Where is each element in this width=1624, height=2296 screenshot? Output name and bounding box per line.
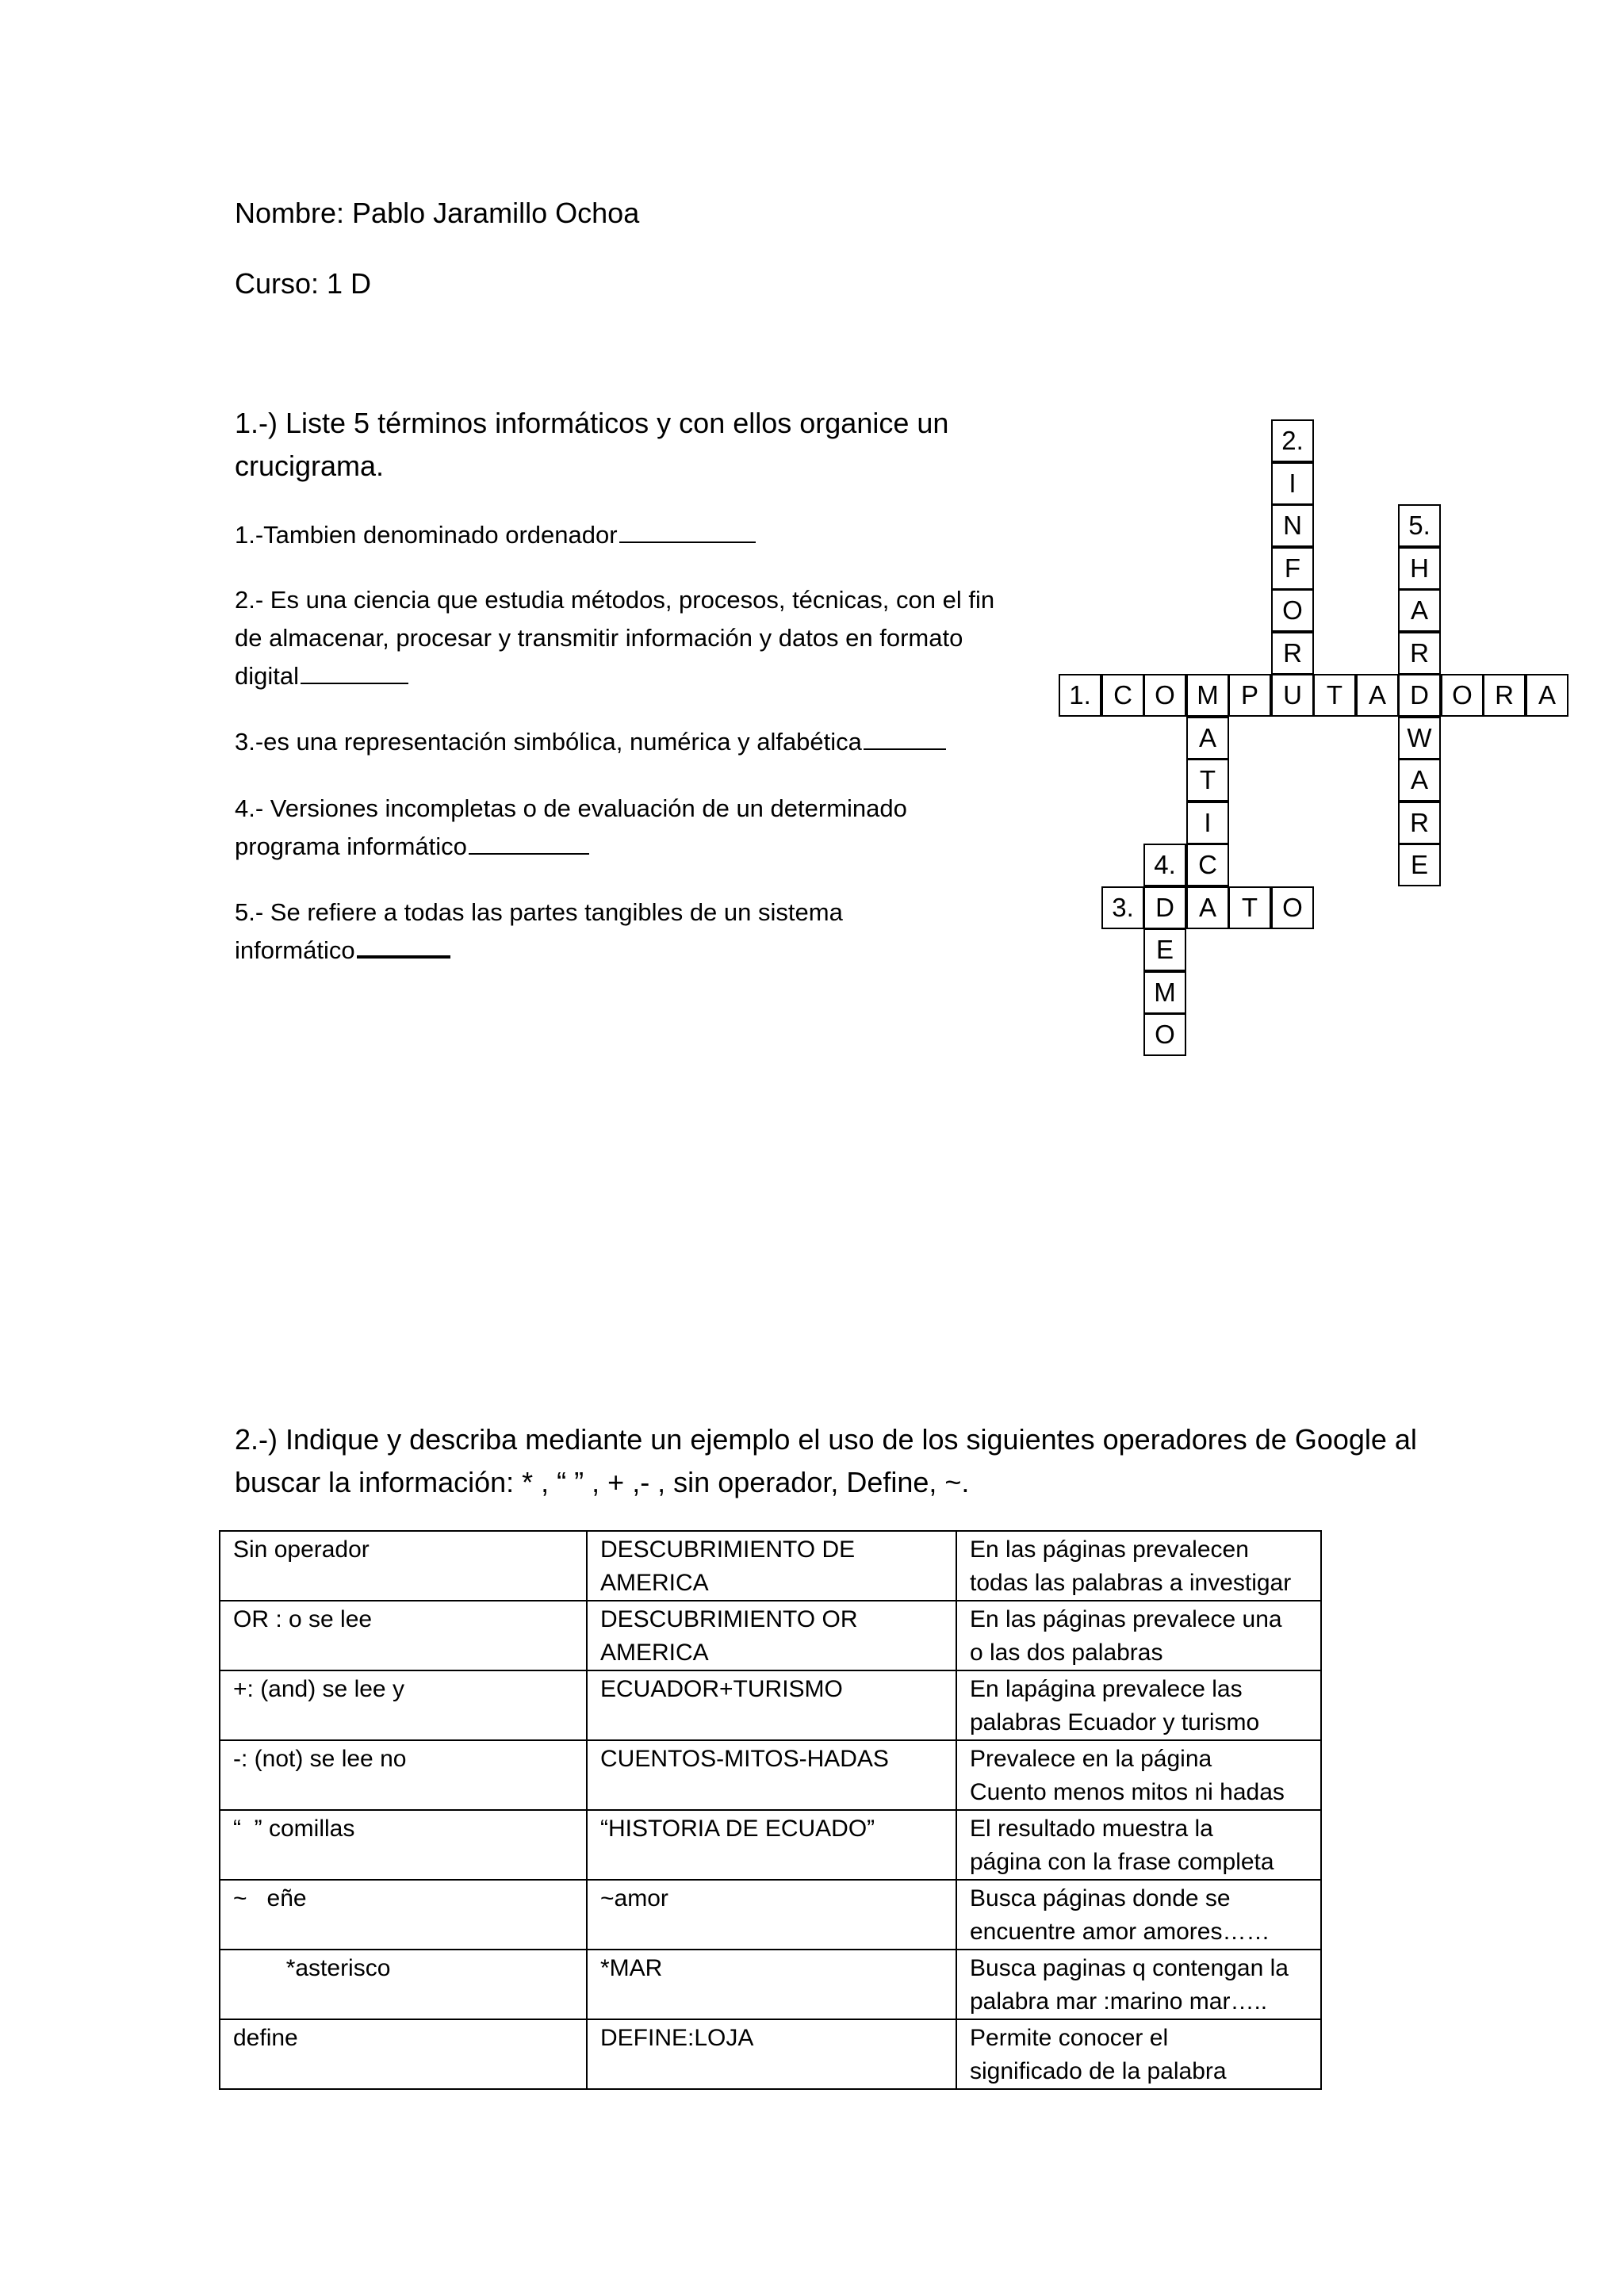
crossword-cell: A xyxy=(1398,589,1441,632)
table-row xyxy=(220,1880,1321,1950)
clue-5-line1: 5.- Se refiere a todas las partes tangibles de un sistema xyxy=(235,898,843,926)
operator-cell-text: +: (and) se lee y xyxy=(233,1676,404,1702)
example-cell xyxy=(587,1531,956,1601)
description-cell-text: En lapágina prevalece las palabras Ecuador y turismo xyxy=(970,1676,1260,1735)
description-cell xyxy=(956,1740,1321,1810)
operator-cell-text: ~ eñe xyxy=(233,1885,307,1911)
table-row xyxy=(220,1810,1321,1880)
student-name: Nombre: Pablo Jaramillo Ochoa xyxy=(235,197,640,229)
answer-blank xyxy=(469,851,589,855)
description-cell-text: Permite conocer el significado de la palabra xyxy=(970,2025,1227,2084)
operator-cell-text: OR : o se lee xyxy=(233,1606,373,1632)
clue-2-line2: de almacenar, procesar y transmitir información y datos en formato xyxy=(235,624,963,652)
crossword-cell: A xyxy=(1186,717,1229,760)
example-cell-text: DESCUBRIMIENTO DE AMERICA xyxy=(600,1536,856,1596)
clue-3 xyxy=(235,723,946,761)
example-cell-text: *MAR xyxy=(600,1955,663,1981)
crossword-cell: O xyxy=(1143,674,1186,717)
crossword-cell: 4. xyxy=(1143,844,1186,886)
clue-1-text: 1.-Tambien denominado ordenador xyxy=(235,521,618,549)
operator-cell xyxy=(220,1810,587,1880)
crossword-cell: 1. xyxy=(1059,674,1101,717)
crossword-cell: R xyxy=(1483,674,1526,717)
crossword-cell: U xyxy=(1271,674,1314,717)
clue-4-line2-text: programa informático xyxy=(235,832,467,860)
table-row xyxy=(220,1601,1321,1670)
description-cell xyxy=(956,1950,1321,2019)
description-cell-text: Busca páginas donde se encuentre amor amores…… xyxy=(970,1885,1270,1945)
description-cell-text: Prevalece en la página Cuento menos mitos ni hadas xyxy=(970,1746,1285,1805)
description-cell-text: En las páginas prevalece una o las dos palabras xyxy=(970,1606,1282,1666)
example-cell xyxy=(587,1740,956,1810)
description-cell-text: En las páginas prevalecen todas las palabras a investigar xyxy=(970,1536,1292,1596)
example-cell-text: DESCUBRIMIENTO OR AMERICA xyxy=(600,1606,858,1666)
crossword-cell: M xyxy=(1186,674,1229,717)
example-cell-text: DEFINE:LOJA xyxy=(600,2025,754,2051)
crossword-cell: 2. xyxy=(1271,419,1314,462)
crossword-cell: T xyxy=(1228,886,1271,929)
course-line: Curso: 1 D xyxy=(235,267,372,300)
operator-cell xyxy=(220,1531,587,1601)
example-cell xyxy=(587,1950,956,2019)
operator-cell-text: define xyxy=(233,2025,298,2051)
table-row xyxy=(220,1740,1321,1810)
clue-1 xyxy=(235,516,756,554)
clue-5-line2 xyxy=(235,932,450,970)
operator-cell xyxy=(220,2019,587,2089)
operator-cell xyxy=(220,1880,587,1950)
crossword-cell: A xyxy=(1356,674,1399,717)
clue-3-text: 3.-es una representación simbólica, numérica y alfabética xyxy=(235,728,862,756)
crossword-cell: R xyxy=(1271,632,1314,675)
clue-4-line1: 4.- Versiones incompletas o de evaluación de un determinado xyxy=(235,794,907,822)
operator-cell xyxy=(220,1670,587,1740)
example-cell-text: CUENTOS-MITOS-HADAS xyxy=(600,1746,889,1772)
operator-cell xyxy=(220,1601,587,1670)
crossword-cell: O xyxy=(1271,886,1314,929)
description-cell xyxy=(956,1670,1321,1740)
description-cell xyxy=(956,2019,1321,2089)
crossword-cell: T xyxy=(1186,759,1229,802)
crossword-cell: E xyxy=(1143,928,1186,971)
example-cell-text: “HISTORIA DE ECUADO” xyxy=(600,1816,875,1842)
example-cell xyxy=(587,1670,956,1740)
operators-table xyxy=(219,1530,1322,2090)
answer-blank xyxy=(619,540,756,543)
example-cell-text: ~amor xyxy=(600,1885,668,1911)
crossword-cell: E xyxy=(1398,844,1441,886)
clue-2-line3 xyxy=(235,657,408,695)
crossword-cell: R xyxy=(1398,632,1441,675)
crossword-cell: C xyxy=(1186,844,1229,886)
clue-2-line1: 2.- Es una ciencia que estudia métodos, procesos, técnicas, con el fin xyxy=(235,586,995,614)
operator-cell-text: *asterisco xyxy=(233,1955,391,1981)
crossword-cell: M xyxy=(1143,971,1186,1014)
crossword-cell: H xyxy=(1398,547,1441,590)
operator-cell-text: -: (not) se lee no xyxy=(233,1746,407,1772)
crossword-cell: 3. xyxy=(1101,886,1144,929)
operator-cell xyxy=(220,1740,587,1810)
crossword-cell: 5. xyxy=(1398,504,1441,547)
answer-blank xyxy=(864,747,946,750)
crossword-cell: D xyxy=(1398,674,1441,717)
crossword-cell: W xyxy=(1398,717,1441,760)
answer-blank xyxy=(301,681,408,684)
crossword-cell: A xyxy=(1526,674,1568,717)
q1-title-line1: 1.-) Liste 5 términos informáticos y con ellos organice un xyxy=(235,407,949,439)
crossword-grid xyxy=(1059,420,1556,1054)
description-cell xyxy=(956,1810,1321,1880)
q2-title-line2: buscar la información: * , “ ” , + ,- , sin operador, Define, ~. xyxy=(235,1466,970,1498)
crossword-cell: F xyxy=(1271,547,1314,590)
description-cell xyxy=(956,1531,1321,1601)
example-cell xyxy=(587,1880,956,1950)
crossword-cell: A xyxy=(1186,886,1229,929)
example-cell xyxy=(587,1810,956,1880)
description-cell-text: Busca paginas q contengan la palabra mar :marino mar….. xyxy=(970,1955,1289,2015)
crossword-cell: I xyxy=(1186,802,1229,844)
table-row xyxy=(220,1950,1321,2019)
operator-cell-text: Sin operador xyxy=(233,1536,370,1563)
description-cell xyxy=(956,1601,1321,1670)
crossword-cell: N xyxy=(1271,504,1314,547)
crossword-cell: A xyxy=(1398,759,1441,802)
crossword-cell: O xyxy=(1143,1013,1186,1056)
answer-blank xyxy=(357,954,450,959)
clue-2-line3-text: digital xyxy=(235,662,299,690)
crossword-cell: C xyxy=(1101,674,1144,717)
example-cell-text: ECUADOR+TURISMO xyxy=(600,1676,843,1702)
crossword-cell: R xyxy=(1398,802,1441,844)
table-row xyxy=(220,2019,1321,2089)
operator-cell xyxy=(220,1950,587,2019)
table-row xyxy=(220,1531,1321,1601)
description-cell xyxy=(956,1880,1321,1950)
description-cell-text: El resultado muestra la página con la frase completa xyxy=(970,1816,1274,1875)
operator-cell-text: “ ” comillas xyxy=(233,1816,355,1842)
crossword-cell: T xyxy=(1313,674,1356,717)
crossword-cell: O xyxy=(1441,674,1484,717)
clue-4-line2 xyxy=(235,828,589,866)
table-row xyxy=(220,1670,1321,1740)
q2-title-line1: 2.-) Indique y describa mediante un ejemplo el uso de los siguientes operadores de Google al xyxy=(235,1423,1417,1456)
crossword-cell: I xyxy=(1271,462,1314,505)
q1-title-line2: crucigrama. xyxy=(235,450,385,482)
crossword-cell: O xyxy=(1271,589,1314,632)
crossword-cell: D xyxy=(1143,886,1186,929)
example-cell xyxy=(587,1601,956,1670)
clue-5-line2-text: informático xyxy=(235,936,355,964)
example-cell xyxy=(587,2019,956,2089)
crossword-cell: P xyxy=(1228,674,1271,717)
